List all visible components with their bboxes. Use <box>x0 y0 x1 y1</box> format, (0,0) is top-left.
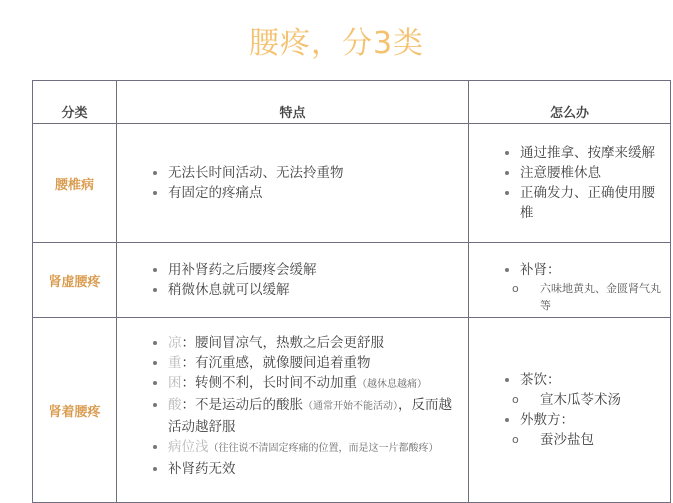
category-cell: 腰椎病 <box>33 124 117 243</box>
remedies-cell <box>469 124 671 243</box>
remedy-subitem-text: 六味地黄丸、金匮肾气丸等 <box>540 282 661 312</box>
circle-bullet-icon: o <box>512 433 519 446</box>
remedy-item: • 外敷方： <box>520 410 669 430</box>
feature-item <box>168 437 459 459</box>
feature-item <box>168 373 459 395</box>
remedy-item: • 茶饮： <box>520 370 669 390</box>
feature-text: 补肾药无效 <box>168 461 236 477</box>
table-row <box>33 124 671 243</box>
feature-key: 重 <box>168 355 182 371</box>
header-features: 特点 <box>117 81 469 124</box>
remedies-cell <box>469 318 671 503</box>
category-cell: 肾虚腰疼 <box>33 243 117 318</box>
remedy-subitem-text: 蚕沙盐包 <box>540 432 594 448</box>
header-row <box>33 81 671 124</box>
remedy-subitem <box>512 280 669 314</box>
feature-note: （通常开始不能活动） <box>303 401 398 412</box>
feature-item: • 有固定的疼痛点 <box>168 183 467 203</box>
feature-item <box>168 333 459 353</box>
feature-text: ：腰间冒凉气，热敷之后会更舒服 <box>181 335 384 351</box>
feature-text: ：不是运动后的酸胀 <box>181 397 303 413</box>
category-cell: 肾着腰疼 <box>33 318 117 503</box>
remedy-subitem <box>512 430 669 450</box>
remedy-item: • 补肾： <box>520 260 669 280</box>
header-category: 分类 <box>33 81 117 124</box>
feature-key: 酸 <box>168 397 182 413</box>
features-cell <box>117 124 469 243</box>
feature-text: ：转侧不利，长时间不动加重 <box>181 375 357 391</box>
features-cell <box>117 243 469 318</box>
page-title: 腰疼，分3类 <box>248 26 425 61</box>
feature-item: • 用补肾药之后腰疼会缓解 <box>168 260 467 280</box>
circle-bullet-icon: o <box>512 393 519 406</box>
features-cell <box>117 318 469 503</box>
feature-note: （往往说不清固定疼痛的位置，而是这一片都酸疼） <box>208 443 439 454</box>
pain-table <box>32 80 671 503</box>
feature-item: • 稍微休息就可以缓解 <box>168 280 467 300</box>
table-row <box>33 243 671 318</box>
feature-note: （越休息越痛） <box>357 379 427 390</box>
feature-key: 困 <box>168 375 182 391</box>
feature-item <box>168 395 459 437</box>
circle-bullet-icon: o <box>512 282 519 295</box>
feature-item <box>168 353 459 373</box>
feature-key: 凉 <box>168 335 182 351</box>
feature-key: 病位浅 <box>168 439 209 455</box>
remedy-item: • 注意腰椎休息 <box>520 163 661 183</box>
feature-text: ：有沉重感，就像腰间追着重物 <box>181 355 371 371</box>
feature-item <box>168 459 459 479</box>
remedy-item: • 正确发力、正确使用腰椎 <box>520 183 661 223</box>
feature-item: • 无法长时间活动、无法拎重物 <box>168 163 467 183</box>
remedies-cell <box>469 243 671 318</box>
feature-text-cont: ，反而越活动越舒服 <box>168 397 452 435</box>
table-row <box>33 318 671 503</box>
remedy-item: • 通过推拿、按摩来缓解 <box>520 143 661 163</box>
remedy-subitem-text: 宣木瓜苓术汤 <box>540 392 621 408</box>
header-remedies: 怎么办 <box>469 81 671 124</box>
remedy-subitem <box>512 390 669 410</box>
